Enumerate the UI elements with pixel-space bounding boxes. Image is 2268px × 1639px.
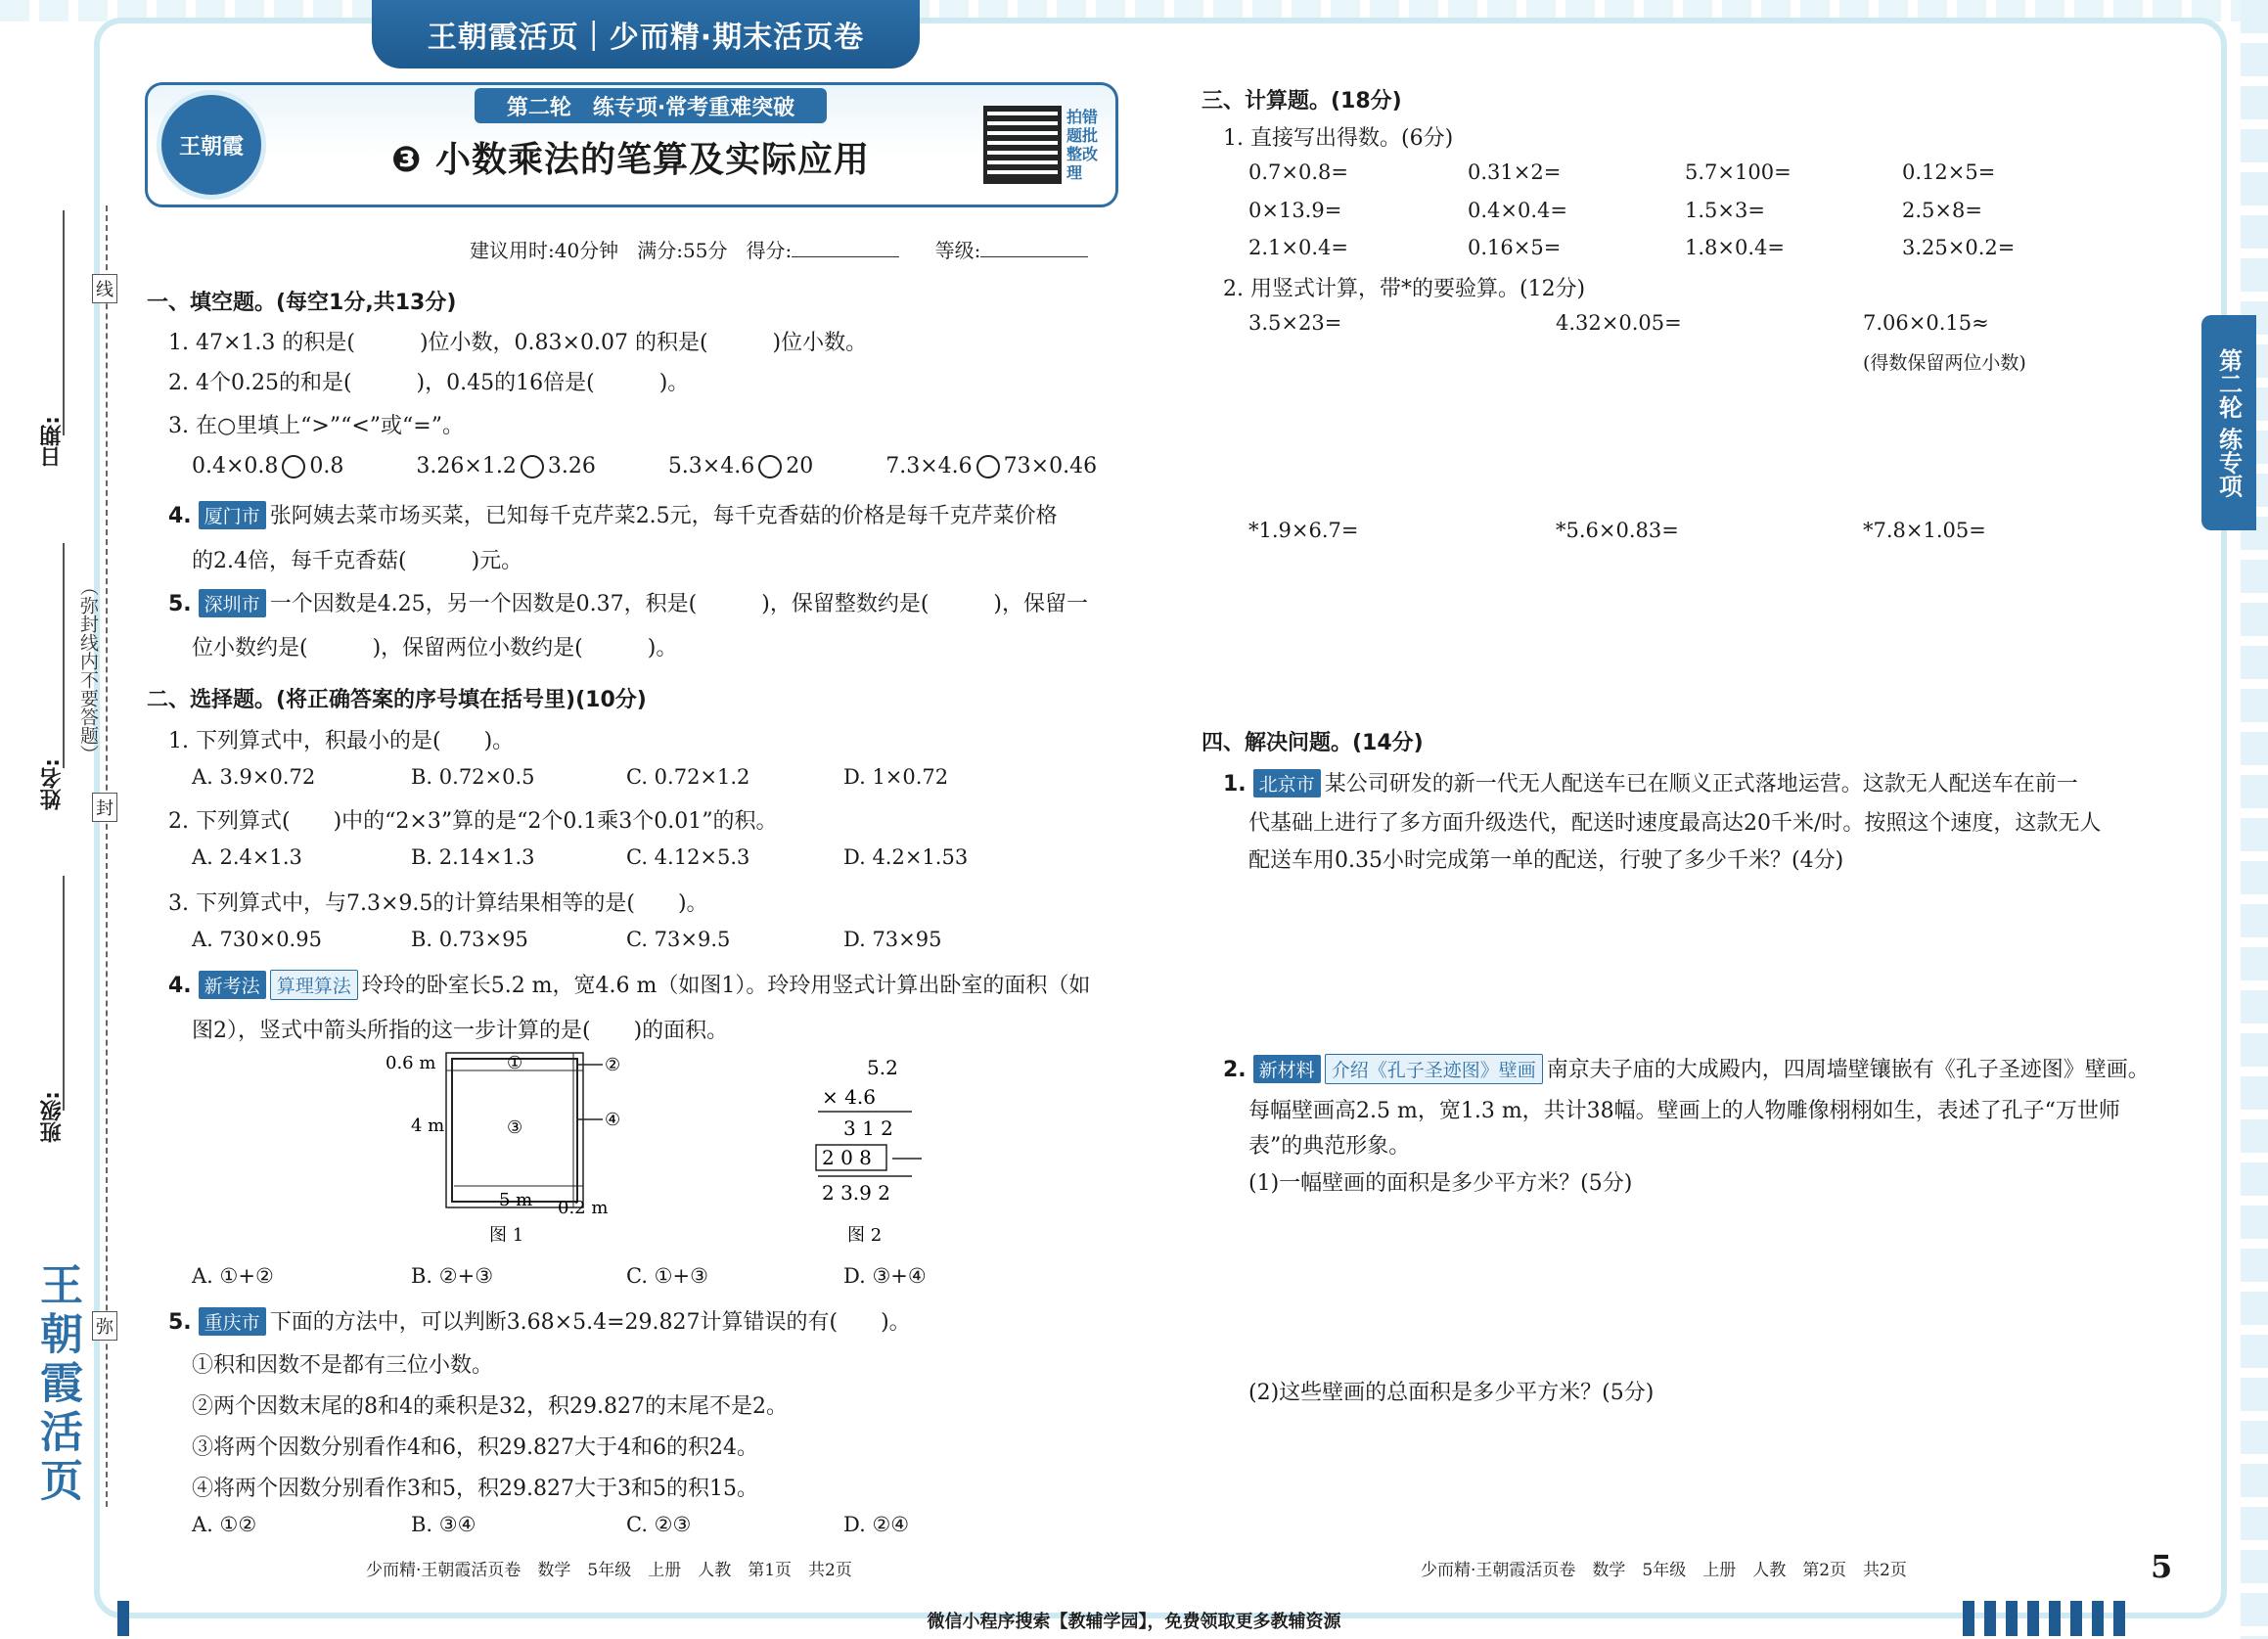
calc-item-10: 0.16×5= xyxy=(1468,236,1562,259)
compare-row xyxy=(192,454,1097,478)
bottom-promo xyxy=(0,1601,2268,1639)
label-06m: 0.6 m xyxy=(386,1053,436,1073)
choice-q1-d[interactable]: D. 1×0.72 xyxy=(843,765,949,789)
calc-item-2: 0.31×2= xyxy=(1468,160,1562,184)
choice-q5-item-1: ①积和因数不是都有三位小数。 xyxy=(192,1353,494,1378)
calc-item-1: 0.7×0.8= xyxy=(1248,160,1348,184)
tag-new-material: 新材料 xyxy=(1253,1055,1321,1083)
choice-q1-a[interactable]: A. 3.9×0.72 xyxy=(192,765,316,789)
figure-2-caption: 图 2 xyxy=(847,1225,883,1246)
vcalc-note: (得数保留两位小数) xyxy=(1863,352,2026,374)
region-2: ② xyxy=(605,1055,621,1075)
choice-q2-b[interactable]: B. 2.14×1.3 xyxy=(411,845,535,869)
series-banner: 王朝霞活页｜少而精·期末活页卷 xyxy=(372,0,920,68)
compare-right-2: 3.26 xyxy=(547,454,596,478)
calc-row-4: 2 0 8 xyxy=(822,1146,872,1169)
compare-left-1: 0.4×0.8 xyxy=(192,454,279,478)
compare-circle-4[interactable] xyxy=(976,455,1000,478)
vcalc-item-6: *7.8×1.05= xyxy=(1863,519,1986,542)
vcalc-item-4: *1.9×6.7= xyxy=(1248,519,1359,542)
choice-q2-c[interactable]: C. 4.12×5.3 xyxy=(626,845,750,869)
lesson-title-text: 小数乘法的笔算及实际应用 xyxy=(435,140,871,180)
decorative-border-right xyxy=(2241,0,2268,1639)
seal-note: （弥封线内不要答题） xyxy=(77,577,99,763)
choice-q5-item-2: ②两个因数末尾的8和4的乘积是32，积29.827的末尾不是2。 xyxy=(192,1394,788,1419)
calc-item-5: 0×13.9= xyxy=(1248,199,1342,222)
problem-q2-sub-1: (1)一幅壁画的面积是多少平方米？(5分) xyxy=(1248,1171,1633,1196)
choice-q4-c[interactable]: C. ①+③ xyxy=(626,1264,708,1288)
fill-q1: 1. 47×1.3 的积是( )位小数，0.83×0.07 的积是( )位小数。 xyxy=(168,331,868,355)
side-brand: 王朝霞活页 xyxy=(32,1262,82,1507)
score-label: 得分: xyxy=(746,239,793,262)
footer-right: 少而精·王朝霞活页卷 数学 5年级 上册 人教 第2页 共2页 xyxy=(1421,1561,1907,1580)
choice-q3: 3. 下列算式中，与7.3×9.5的计算结果相等的是( )。 xyxy=(168,891,708,916)
tag-new-method: 新考法 xyxy=(199,971,266,999)
fill-q5-text: 一个因数是4.25，另一个因数是0.37，积是( )，保留整数约是( )，保留一 xyxy=(269,592,1088,616)
lesson-number: ❸ xyxy=(391,140,423,180)
section-fill-blank-title: 一、填空题。(每空1分,共13分) xyxy=(147,291,457,315)
vcalc-item-1: 3.5×23= xyxy=(1248,311,1342,335)
problem-q1-cont-1: 代基础上进行了多方面升级迭代，配送时速度最高达20千米/时。按照这个速度，这款无人 xyxy=(1248,811,2102,836)
round-tag: 第二轮 练专项·常考重难突破 xyxy=(475,88,827,123)
exam-meta xyxy=(470,235,1117,263)
fill-q5-cont: 位小数约是( )，保留两位小数约是( )。 xyxy=(192,636,678,660)
section-calc-title: 三、计算题。(18分) xyxy=(1202,89,1402,114)
calc-q2: 2. 用竖式计算，带*的要验算。(12分) xyxy=(1223,277,1586,301)
tag-arithmetic: 算理算法 xyxy=(270,970,358,1000)
problem-q2-text: 南京夫子庙的大成殿内，四周墙壁镶嵌有《孔子圣迹图》壁画。 xyxy=(1546,1058,2150,1082)
choice-q5-c[interactable]: C. ②③ xyxy=(626,1513,692,1536)
choice-q4-d[interactable]: D. ③+④ xyxy=(843,1264,927,1288)
name-label: 姓名: xyxy=(40,758,65,810)
choice-q3-a[interactable]: A. 730×0.95 xyxy=(192,928,322,951)
calc-row-1: 5.2 xyxy=(867,1056,898,1079)
calc-item-9: 2.1×0.4= xyxy=(1248,236,1348,259)
problem-q1-text: 某公司研发的新一代无人配送车已在顺义正式落地运营。这款无人配送车在前一 xyxy=(1324,772,2078,797)
compare-left-4: 7.3×4.6 xyxy=(885,454,973,478)
score-field[interactable] xyxy=(792,256,899,257)
problem-q1-cont-2: 配送车用0.35小时完成第一单的配送，行驶了多少千米？(4分) xyxy=(1248,848,1844,873)
level-label: 等级: xyxy=(934,239,981,262)
choice-q5-a[interactable]: A. ①② xyxy=(192,1513,257,1536)
choice-q1-c[interactable]: C. 0.72×1.2 xyxy=(626,765,750,789)
choice-q1: 1. 下列算式中，积最小的是( )。 xyxy=(168,729,515,753)
seal-mark-feng: 封 xyxy=(92,793,117,822)
calc-item-3: 5.7×100= xyxy=(1685,160,1792,184)
choice-q5-d[interactable]: D. ②④ xyxy=(843,1513,910,1536)
date-label: 日期: xyxy=(40,416,65,468)
choice-q4-cont: 图2），竖式中箭头所指的这一步计算的是( )的面积。 xyxy=(192,1019,729,1043)
region-tag-shenzhen: 深圳市 xyxy=(199,589,266,617)
label-4m: 4 m xyxy=(411,1115,445,1136)
calc-q1: 1. 直接写出得数。(6分) xyxy=(1223,126,1454,151)
calc-row-3: 3 1 2 xyxy=(843,1116,893,1140)
choice-q4: 4. 新考法 算理算法 玲玲的卧室长5.2 m，宽4.6 m（如图1）。玲玲用竖式计算出卧室的面积（如 xyxy=(168,969,1090,1000)
region-4: ④ xyxy=(605,1110,621,1130)
compare-right-1: 0.8 xyxy=(309,454,344,478)
choice-q2: 2. 下列算式( )中的“2×3”算的是“2个0.1乘3个0.01”的积。 xyxy=(168,809,778,834)
fill-q4-cont: 的2.4倍，每千克香菇( )元。 xyxy=(192,549,523,573)
choice-q4-b[interactable]: B. ②+③ xyxy=(411,1264,494,1288)
vcalc-item-3: 7.06×0.15≈ xyxy=(1863,311,1989,335)
region-1: ① xyxy=(507,1053,523,1073)
calc-item-11: 1.8×0.4= xyxy=(1685,236,1785,259)
fill-q3: 3. 在○里填上“>”“<”或“=”。 xyxy=(168,414,464,438)
vcalc-item-2: 4.32×0.05= xyxy=(1556,311,1682,335)
figure-1-caption: 图 1 xyxy=(489,1225,524,1246)
choice-q3-d[interactable]: D. 73×95 xyxy=(843,928,942,951)
full-score: 满分:55分 xyxy=(637,239,728,262)
choice-q3-c[interactable]: C. 73×9.5 xyxy=(626,928,731,951)
compare-circle-1[interactable] xyxy=(282,455,305,478)
label-5m: 5 m xyxy=(499,1190,533,1210)
choice-q5-text: 下面的方法中，可以判断3.68×5.4=29.827计算错误的有( )。 xyxy=(269,1310,911,1335)
calc-row-5: 2 3.9 2 xyxy=(822,1181,890,1205)
problem-q2: 2. 新材料 介绍《孔子圣迹图》壁画 南京夫子庙的大成殿内，四周墙壁镶嵌有《孔子圣迹图》壁画。 xyxy=(1223,1053,2150,1084)
choice-q5: 5. 重庆市 下面的方法中，可以判断3.68×5.4=29.827计算错误的有( )。 xyxy=(168,1305,911,1336)
choice-q4-a[interactable]: A. ①+② xyxy=(192,1264,274,1288)
choice-q4-text: 玲玲的卧室长5.2 m，宽4.6 m（如图1）。玲玲用竖式计算出卧室的面积（如 xyxy=(361,974,1091,998)
label-02m: 0.2 m xyxy=(558,1198,609,1218)
suggested-time: 建议用时:40分钟 xyxy=(470,239,619,262)
lesson-title xyxy=(391,132,870,182)
figure-1-room-diagram xyxy=(382,1047,646,1252)
fill-q2: 2. 4个0.25的和是( )，0.45的16倍是( )。 xyxy=(168,371,690,395)
calc-item-8: 2.5×8= xyxy=(1902,199,1982,222)
fill-q4-text: 张阿姨去菜市场买菜，已知每千克芹菜2.5元，每千克香菇的价格是每千克芹菜价格 xyxy=(269,504,1058,528)
qr-caption: 拍错题批整改理 xyxy=(1066,108,1099,182)
section-choice-title: 二、选择题。(将正确答案的序号填在括号里)(10分) xyxy=(147,688,647,712)
choice-q5-item-3: ③将两个因数分别看作4和6，积29.827大于4和6的积24。 xyxy=(192,1435,758,1460)
compare-right-3: 20 xyxy=(786,454,814,478)
vcalc-item-5: *5.6×0.83= xyxy=(1556,519,1679,542)
calc-item-7: 1.5×3= xyxy=(1685,199,1765,222)
calc-row-2: × 4.6 xyxy=(822,1085,876,1109)
footer-left: 少而精·王朝霞活页卷 数学 5年级 上册 人教 第1页 共2页 xyxy=(366,1561,852,1580)
region-tag-xiamen: 厦门市 xyxy=(199,501,266,529)
region-3: ③ xyxy=(507,1117,523,1138)
choice-q2-d[interactable]: D. 4.2×1.53 xyxy=(843,845,969,869)
tag-mural-intro: 介绍《孔子圣迹图》壁画 xyxy=(1325,1054,1543,1084)
compare-circle-2[interactable] xyxy=(521,455,544,478)
choice-q5-b[interactable]: B. ③④ xyxy=(411,1513,476,1536)
promo-text: 微信小程序搜索【教辅学园】，免费领取更多教辅资源 xyxy=(927,1611,1341,1632)
region-tag-beijing: 北京市 xyxy=(1253,769,1321,797)
problem-q2-sub-2: (2)这些壁画的总面积是多少平方米？(5分) xyxy=(1248,1381,1655,1405)
choice-q2-a[interactable]: A. 2.4×1.3 xyxy=(192,845,302,869)
seal-mark-xian: 线 xyxy=(92,274,117,303)
choice-q3-b[interactable]: B. 0.73×95 xyxy=(411,928,528,951)
calc-item-6: 0.4×0.4= xyxy=(1468,199,1567,222)
calc-item-4: 0.12×5= xyxy=(1902,160,1996,184)
region-tag-chongqing: 重庆市 xyxy=(199,1307,266,1336)
problem-q1: 1. 北京市 某公司研发的新一代无人配送车已在顺义正式落地运营。这款无人配送车在前一 xyxy=(1223,767,2078,797)
section-problem-title: 四、解决问题。(14分) xyxy=(1202,731,1424,755)
calc-item-12: 3.25×0.2= xyxy=(1902,236,2016,259)
qr-code-icon[interactable] xyxy=(983,106,1062,184)
level-field[interactable] xyxy=(980,256,1088,257)
problem-q2-cont-2: 表”的典范形象。 xyxy=(1248,1134,1411,1159)
brand-logo: 王朝霞 xyxy=(157,90,266,200)
fill-q5: 5. 深圳市 一个因数是4.25，另一个因数是0.37，积是( )，保留整数约是( )，保留一 xyxy=(168,587,1088,617)
choice-q5-item-4: ④将两个因数分别看作3和5，积29.827大于3和5的积15。 xyxy=(192,1477,758,1501)
problem-q2-cont-1: 每幅壁画高2.5 m，宽1.3 m，共计38幅。壁画上的人物雕像栩栩如生，表述了孔子“万世师 xyxy=(1248,1099,2120,1123)
compare-left-3: 5.3×4.6 xyxy=(667,454,755,478)
compare-left-2: 3.26×1.2 xyxy=(416,454,517,478)
page-number: 5 xyxy=(2151,1548,2173,1585)
choice-q1-b[interactable]: B. 0.72×0.5 xyxy=(411,765,535,789)
round-side-tab: 第二轮 练专项 xyxy=(2201,315,2256,530)
seal-mark-mi: 弥 xyxy=(92,1311,117,1341)
compare-right-4: 73×0.46 xyxy=(1003,454,1098,478)
fill-q4: 4. 厦门市 张阿姨去菜市场买菜，已知每千克芹菜2.5元，每千克香菇的价格是每千克芹菜价格 xyxy=(168,499,1058,529)
figure-2-vertical-calc xyxy=(802,1053,959,1249)
class-label: 班级: xyxy=(40,1091,65,1143)
compare-circle-3[interactable] xyxy=(758,455,782,478)
